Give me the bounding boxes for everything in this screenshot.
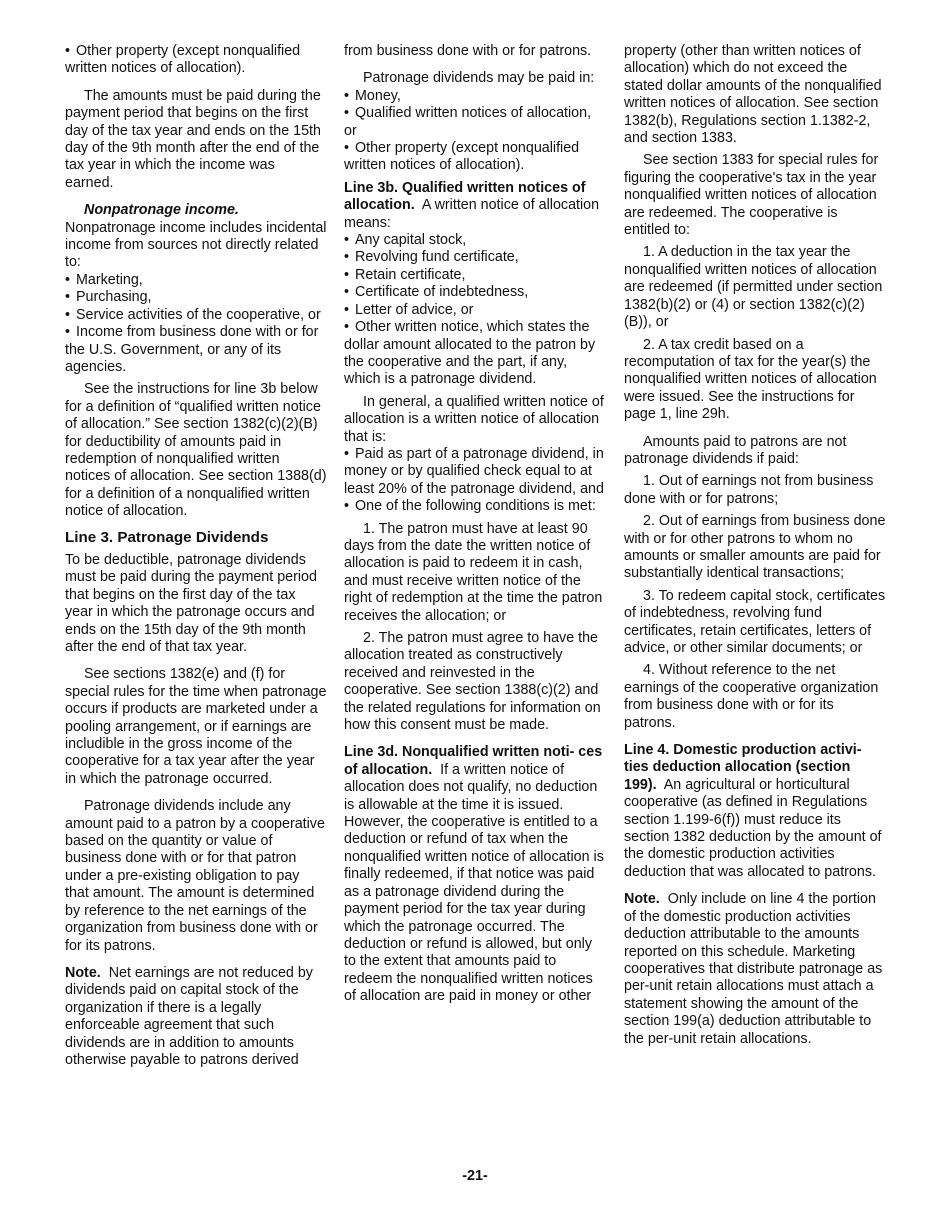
numbered-item: 4. Without reference to the net earnings of the cooperative organization from business done with or for its patrons.	[624, 662, 879, 731]
note: Note. Net earnings are not reduced by dividends paid on capital stock of the organization if there is a legally enforceable agreement that such dividends are in addition to amounts otherwise payable to patrons derived	[65, 964, 313, 1068]
list-item: • Marketing,	[65, 272, 327, 289]
numbered-item: 1. The patron must have at least 90 days from the date the written notice of allocation is paid to redeem it in cash, and must receive written notice of the right of redemption at the time the patron receives the allocation; or	[344, 520, 603, 624]
numbered-item: 3. To redeem capital stock, certificates of indebtedness, revolving fund certificates, retain certificates, letters of advice, or other similar documents; or	[624, 587, 886, 656]
numbered-item: 1. A deduction in the tax year the nonqualified written notices of allocation are redeemed (if permitted under section 1382(b)(2) or (4) or section 1382(c)(2)(B)), or	[624, 244, 883, 331]
list-item: • Other property (except nonqualified written notices of allocation).	[65, 43, 327, 78]
paragraph: Patronage dividends include any amount paid to a patron by a cooperative based on the quantity or value of business done with or for that patron under a pre-existing obligation to pay that amount. The amount is determined by reference to the net earnings of the organization from business done with or for its patrons.	[65, 798, 325, 954]
numbered-item: 2. A tax credit based on a recomputation of tax for the year(s) the nonqualified written notices of allocation were issued. See the instructions for page 1, line 29h.	[624, 336, 877, 423]
numbered-item: 2. Out of earnings from business done with or for other patrons to whom no amounts or smaller amounts are paid for substantially identical transactions;	[624, 513, 886, 582]
paragraph: from business done with or for patrons.	[344, 43, 592, 59]
line-4-heading: Line 4. Domestic production activi- ties deduction allocation (section 199).	[624, 742, 862, 793]
page-number: -21-	[462, 1168, 488, 1184]
list-item: • Other written notice, which states the dollar amount allocated to the patron by the cooperative and the part, if any, which is a patronage dividend.	[344, 319, 607, 389]
note-label: Note.	[624, 891, 660, 908]
paragraph: See section 1383 for special rules for figuring the cooperative's tax in the year nonqualified written notices of allocation are redeemed. The cooperative is entitled to:	[624, 152, 879, 239]
paragraph: The amounts must be paid during the payment period that begins on the first day of the tax year and ends on the 15th day of the 9th month after the end of the tax year in which the income was earned.	[65, 87, 321, 191]
column-1	[65, 43, 327, 1074]
list-item: • Income from business done with or for the U.S. Government, or any of its agencies.	[65, 324, 327, 376]
list-item: • One of the following conditions is met:	[344, 498, 607, 515]
list-item: • Revolving fund certificate,	[344, 249, 607, 266]
list-item: • Certificate of indebtedness,	[344, 284, 607, 301]
list-item: • Retain certificate,	[344, 267, 607, 284]
list-item: • Purchasing,	[65, 289, 327, 306]
nonpatronage-heading: Nonpatronage income.	[84, 202, 239, 219]
paragraph: See sections 1382(e) and (f) for special rules for the time when patronage occurs if products are marketed under a pooling arrangement, or if earnings are includible in the gross income of the cooperative for a tax year after the year in which the patronage occurred.	[65, 666, 327, 787]
list-item: • Service activities of the cooperative, or	[65, 307, 327, 324]
list-item: • Paid as part of a patronage dividend, in money or by qualified check equal to at least 20% of the patronage dividend, and	[344, 446, 607, 498]
list-item: • Any capital stock,	[344, 232, 607, 249]
note-label: Note.	[65, 964, 101, 981]
paragraph: Nonpatronage income includes incidental income from sources not directly related to:	[65, 219, 327, 271]
note: Note. Only include on line 4 the portion of the domestic production activities deduction attributable to the amounts reported on this schedule. Marketing cooperatives that distribute patronage as per-unit retain allocations must attach a statement showing the amount of the section 199(a) deduction attributable to the per-unit retain allocations.	[624, 891, 883, 1047]
list-item: • Other property (except nonqualified written notices of allocation).	[344, 140, 607, 175]
list-item: • Qualified written notices of allocation, or	[344, 105, 607, 140]
list-item: • Money,	[344, 88, 607, 105]
line-3b-paragraph: Line 3b. Qualified written notices of allocation. A written notice of allocation means:	[344, 179, 600, 231]
line-3-heading: Line 3. Patronage Dividends	[65, 528, 269, 546]
line-3b-heading: Line 3b. Qualified written notices of allocation.	[344, 179, 586, 214]
line-3d-paragraph: Line 3d. Nonqualified written noti- ces of allocation. If a written notice of allocation does not qualify, no deduction is allowable at the time it is issued. However, the cooperative is entitled to a deduction or refund of tax when the nonqualified written notice of allocation is finally redeemed, if that notice was paid as a patronage dividend during the payment period for the tax year during which the patronage occurred. The deduction or refund is allowed, but only to the extent that amounts paid to redeem the nonqualified written notices of allocation are paid in money or other	[344, 744, 604, 1005]
paragraph: Patronage dividends may be paid in:	[363, 70, 595, 87]
paragraph: Amounts paid to patrons are not patronage dividends if paid:	[624, 433, 847, 467]
paragraph: In general, a qualified written notice of allocation is a written notice of allocation that is:	[344, 393, 604, 445]
line-3d-heading: Line 3d. Nonqualified written noti- ces of allocation.	[344, 744, 603, 778]
paragraph: See the instructions for line 3b below for a definition of “qualified written notice of allocation.” See section 1382(c)(2)(B) for deductibility of amounts paid in redemption of nonqualified written notices of allocation. See section 1388(d) for a definition of a nonqualified written notice of allocation.	[65, 381, 327, 520]
line-4-paragraph: Line 4. Domestic production activi- ties deduction allocation (section 199). An agricultural or horticultural cooperative (as defined in Regulations section 1.199-6(f)) must reduce its section 1382 deduction by the amount of the domestic production activities deduction that was allocated to patrons.	[624, 742, 882, 880]
numbered-item: 1. Out of earnings not from business done with or for patrons;	[624, 473, 874, 507]
paragraph: property (other than written notices of allocation) which do not exceed the stated dollar amounts of the nonqualified written notices of allocation. See section 1382(b), Regulations section 1.1382-2, and section 1383.	[624, 43, 882, 147]
numbered-item: 2. The patron must agree to have the allocation treated as constructively received and reinvested in the cooperative. See section 1388(c)(2) and the related regulations for information on how this consent must be made.	[344, 630, 601, 734]
list-item: • Letter of advice, or	[344, 302, 607, 319]
column-3	[624, 43, 886, 1053]
column-2	[344, 43, 607, 1011]
paragraph: To be deductible, patronage dividends must be paid during the payment period that begins on the first day of the tax year in which the patronage occurs and ends on the 15th day of the 9th month after the end of that tax year.	[65, 551, 317, 655]
